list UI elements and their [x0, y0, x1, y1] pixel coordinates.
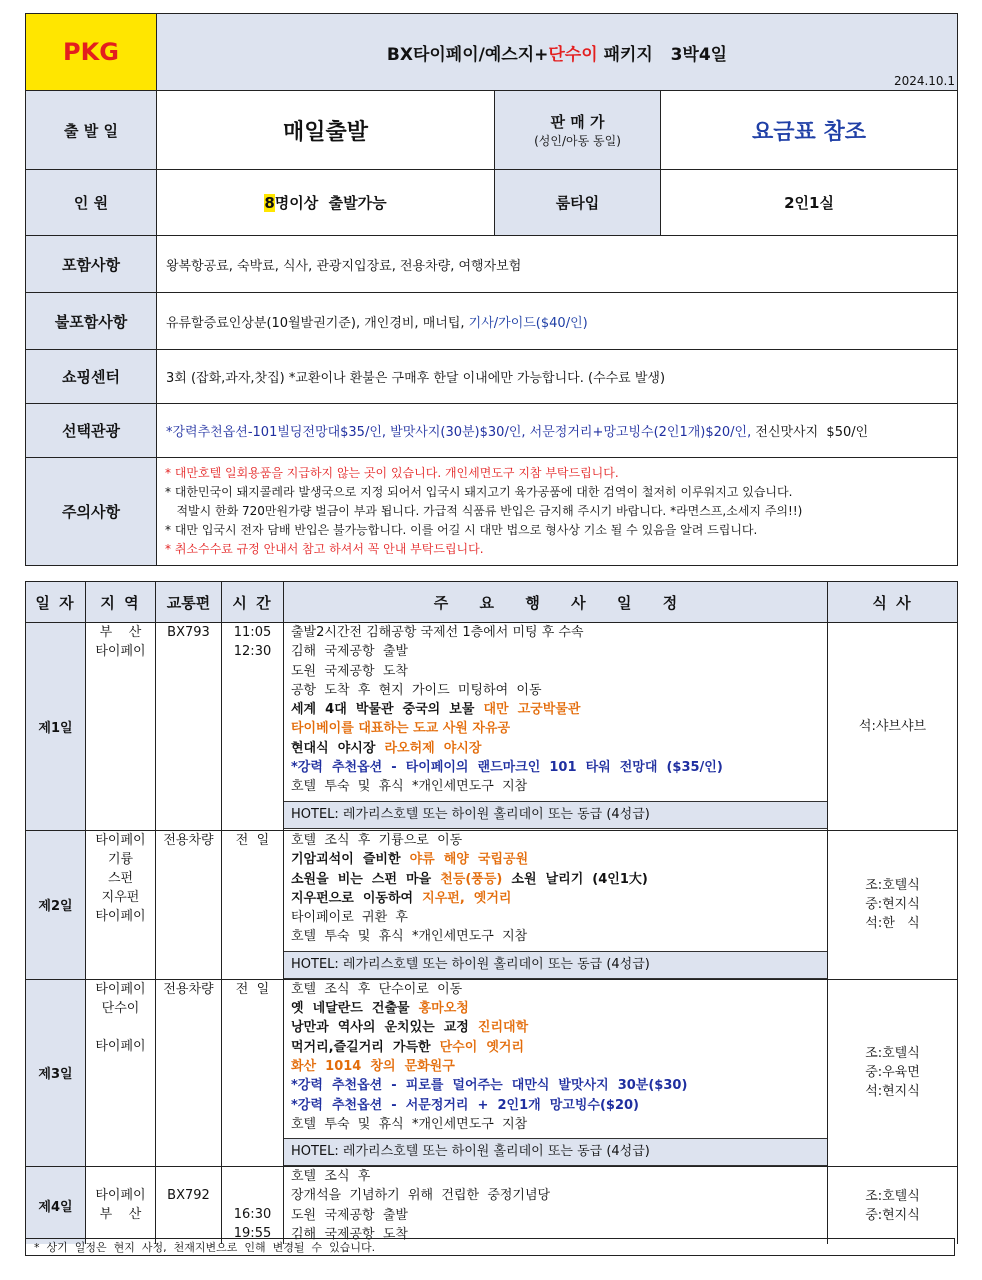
schedule-text: 낭만과 역사의 운치있는 교정: [291, 1020, 478, 1036]
schedule-text: 지우펀, 옛거리: [422, 890, 512, 906]
day-label: 제4일: [26, 1167, 86, 1245]
meal-item: 중:현지식: [865, 897, 920, 913]
itinerary-table: [25, 581, 958, 1244]
schedule-line: [291, 777, 827, 796]
schedule-text: 라오허제 야시장: [384, 740, 482, 756]
schedule-line: [291, 623, 827, 642]
schedule-text: 김해 국제공항 도착: [291, 1227, 408, 1243]
note-5: * 취소수수료 규정 안내서 참고 하셔서 꼭 안내 부탁드립니다.: [165, 542, 484, 556]
region-name: 타이페이: [95, 981, 146, 997]
schedule-text: 화산 1014 창의 문화원구: [291, 1058, 455, 1074]
package-title: [157, 14, 958, 91]
note-4: * 대만 입국시 전자 담배 반입은 불가능합니다. 이를 어길 시 대만 법으로 형사상 기소 될 수 있음을 알려 드립니다.: [165, 523, 758, 537]
itinerary-row: [26, 1167, 958, 1245]
schedule-line: [291, 1167, 827, 1186]
transport-value: BX793: [167, 625, 210, 640]
schedule-text: 타이페이로 귀환 후: [291, 910, 408, 926]
shopping-value: 3회 (잡화,과자,찻집) *교환이나 환불은 구매후 한달 이내에만 가능합니다. (수수료 발생): [157, 350, 958, 404]
day-schedule: [284, 623, 828, 831]
schedule-text: 호텔 투숙 및 휴식 *개인세면도구 지참: [291, 1116, 528, 1132]
people-min: 8: [264, 194, 275, 212]
included-label: 포함사항: [26, 236, 157, 293]
day-transport: [156, 979, 222, 1166]
schedule-text: 김해 국제공항 출발: [291, 644, 408, 660]
departure-value: 매일출발: [157, 91, 495, 170]
schedule-text: 옛 네달란드 건출물: [291, 1001, 419, 1017]
excluded-label: 불포함사항: [26, 293, 157, 350]
schedule-line: [291, 999, 827, 1018]
schedule-line: [291, 642, 827, 661]
schedule-line: [291, 870, 827, 889]
day-transport: [156, 831, 222, 980]
schedule-text: 도원 국제공항 출발: [291, 1207, 408, 1223]
time-value: 11:05: [233, 625, 272, 640]
schedule-text: 진리대학: [477, 1020, 529, 1036]
notes-cell: [157, 458, 958, 566]
schedule-text: 호텔 투숙 및 휴식 *개인세면도구 지참: [291, 929, 528, 945]
schedule-line: [291, 1057, 827, 1076]
region-name: 타이페이: [95, 909, 146, 924]
schedule-text: 호텔 조식 후 단수이로 이동: [291, 981, 463, 997]
itinerary-row: [26, 623, 958, 831]
price-sub: (성인/아동 동일): [534, 134, 621, 148]
people-label: 인 원: [26, 170, 157, 236]
pkg-badge: PKG: [26, 14, 157, 91]
notes-label: 주의사항: [26, 458, 157, 566]
meal-item: 중:현지식: [865, 1207, 920, 1223]
day-transport: [156, 1167, 222, 1245]
hotel-info: HOTEL: 레가리스호텔 또는 하이원 홀리데이 또는 동급 (4성급): [284, 951, 827, 979]
day-times: [222, 1167, 284, 1245]
day-times: [222, 623, 284, 831]
region-name: [86, 1167, 155, 1186]
day-meals: [828, 831, 958, 980]
col-time: 시 간: [222, 582, 284, 623]
schedule-text: 호텔 조식 후: [291, 1169, 371, 1185]
schedule-line: [291, 719, 827, 738]
day-schedule: [284, 979, 828, 1166]
options-recommended: *강력추천옵션-101빌딩전망대$35/인, 발맛사지(30분)$30/인, 서문정거리+망고빙수(2인1개)$20/인,: [166, 425, 752, 440]
region-name: 기륭: [107, 852, 134, 867]
meal-item: 조:호텔식: [865, 1046, 920, 1062]
time-value: [222, 1167, 283, 1186]
itinerary-body: [26, 623, 958, 1245]
itinerary-row: [26, 831, 958, 980]
schedule-text: 먹거리,즐길거리 가득한: [291, 1039, 440, 1055]
time-value: 12:30: [233, 644, 272, 659]
schedule-line: [291, 1206, 827, 1225]
title-post: 패키지 3박4일: [597, 44, 728, 65]
schedule-line: [291, 1018, 827, 1037]
region-name: [86, 1018, 155, 1037]
schedule-line: [291, 831, 827, 850]
day-region: [86, 1167, 156, 1245]
day-region: [86, 979, 156, 1166]
note-2: * 대한민국이 돼지콜레라 발생국으로 지정 되어서 입국시 돼지고기 육가공품에 대한 검역이 철저히 이루워지고 있습니다.: [165, 485, 793, 499]
people-value: 명이상 출발가능: [274, 194, 387, 212]
room-label: 룸타입: [495, 170, 661, 236]
schedule-text: *강력 추천옵션 - 서문정거리 + 2인1개 망고빙수($20): [291, 1097, 639, 1113]
meal-item: 석:샤브샤브: [858, 719, 927, 734]
shopping-label: 쇼핑센터: [26, 350, 157, 404]
transport-value: 전용차량: [163, 833, 214, 848]
schedule-line: [291, 681, 827, 700]
price-label-cell: [495, 91, 661, 170]
col-day: 일 자: [26, 582, 86, 623]
schedule-text: 출발2시간전 김해공항 국제선 1층에서 미팅 후 수속: [291, 625, 584, 640]
schedule-text: 도원 국제공항 도착: [291, 663, 408, 679]
itinerary-row: [26, 979, 958, 1166]
schedule-text: 대만 고궁박물관: [483, 702, 581, 718]
transport-value: 전용차량: [163, 981, 214, 997]
schedule-text: 천등(풍등): [440, 871, 503, 887]
included-value: 왕복항공료, 숙박료, 식사, 관광지입장료, 전용차량, 여행자보험: [157, 236, 958, 293]
transport-value: BX792: [167, 1188, 210, 1204]
departure-label: 출 발 일: [26, 91, 157, 170]
schedule-line: [291, 758, 827, 777]
meal-item: 석:한 식: [865, 916, 920, 932]
schedule-text: 기암괴석이 즐비한: [291, 852, 410, 868]
region-name: 부 산: [99, 625, 142, 640]
schedule-text: *강력 추천옵션 - 타이페이의 랜드마크인 101 타워 전망대 ($35/인): [291, 760, 723, 776]
excluded-cell: [157, 293, 958, 350]
schedule-text: 현대식 야시장: [291, 740, 385, 756]
schedule-text: *강력 추천옵션 - 피로를 덜어주는 대만식 발맛사지 30분($30): [291, 1078, 688, 1094]
day-label: 제2일: [26, 831, 86, 980]
region-name: 타이페이: [95, 644, 146, 659]
schedule-text: 지우펀으로 이동하여: [291, 890, 423, 906]
schedule-text: 소원 날리기 (4인1大): [502, 871, 648, 887]
region-name: 타이페이: [95, 1188, 146, 1204]
schedule-line: [291, 889, 827, 908]
schedule-line: [291, 700, 827, 719]
day-schedule: [284, 1167, 828, 1245]
region-name: 지우펀: [101, 890, 140, 905]
schedule-line: [291, 739, 827, 758]
schedule-line: [291, 1038, 827, 1057]
schedule-text: 홍마오청: [418, 1001, 469, 1017]
day-meals: [828, 623, 958, 831]
title-pre: BX타이페이/예스지+: [386, 44, 549, 65]
day-meals: [828, 1167, 958, 1245]
time-value: [222, 1186, 283, 1205]
schedule-line: [291, 1115, 827, 1134]
schedule-line: [291, 1186, 827, 1205]
schedule-line: [291, 980, 827, 999]
hotel-info: HOTEL: 레가리스호텔 또는 하이원 홀리데이 또는 동급 (4성급): [284, 801, 827, 829]
schedule-line: [291, 927, 827, 946]
meal-item: 조:호텔식: [865, 878, 920, 894]
schedule-text: 야류 해양 국립공원: [409, 852, 529, 868]
day-times: [222, 831, 284, 980]
footnote: * 상기 일정은 현지 사정, 천재지변으로 인해 변경될 수 있습니다.: [25, 1238, 955, 1256]
schedule-text: 장개석을 기념하기 위해 건립한 중정기념당: [291, 1188, 551, 1204]
schedule-text: 타이베이를 대표하는 도교 사원 자유공: [291, 721, 511, 737]
schedule-line: [291, 908, 827, 927]
schedule-text: 호텔 조식 후 기륭으로 이동: [291, 833, 463, 848]
time-value: 전 일: [235, 833, 270, 848]
day-schedule: [284, 831, 828, 980]
region-name: 스펀: [107, 871, 134, 886]
day-label: 제1일: [26, 623, 86, 831]
day-times: [222, 979, 284, 1166]
time-value: 19:55: [233, 1226, 272, 1242]
issue-date: 2024.10.1: [893, 74, 956, 88]
col-schedule: 주 요 행 사 일 정: [284, 582, 828, 623]
region-name: 타이페이: [95, 833, 146, 848]
day-region: [86, 831, 156, 980]
col-region: 지 역: [86, 582, 156, 623]
title-red: 단수이: [548, 44, 598, 65]
col-transport: 교통편: [156, 582, 222, 623]
options-cell: [157, 404, 958, 458]
note-3: 적발시 한화 720만원가량 벌금이 부과 됩니다. 가급적 식품류 반입은 금지해 주시기 바랍니다. *라면스프,소세지 주의!!): [165, 504, 803, 518]
schedule-line: [291, 1076, 827, 1095]
options-label: 선택관광: [26, 404, 157, 458]
day-meals: [828, 979, 958, 1166]
schedule-line: [291, 1096, 827, 1115]
time-value: 전 일: [235, 981, 270, 997]
meal-item: 석:현지식: [865, 1084, 920, 1100]
people-value-cell: [157, 170, 495, 236]
note-1: * 대만호텔 일회용품을 지급하지 않는 곳이 있습니다. 개인세면도구 지참 부탁드립니다.: [165, 466, 619, 480]
package-summary-table: [25, 13, 958, 566]
time-value: 16:30: [233, 1207, 272, 1223]
region-name: 부 산: [99, 1207, 142, 1223]
excluded-value: 유류할증료인상분(10월발권기준), 개인경비, 매너팁,: [166, 315, 469, 331]
options-other: 전신맛사지 $50/인: [751, 425, 869, 440]
schedule-line: [291, 662, 827, 681]
hotel-info: HOTEL: 레가리스호텔 또는 하이원 홀리데이 또는 동급 (4성급): [284, 1138, 827, 1166]
schedule-text: 호텔 투숙 및 휴식 *개인세면도구 지참: [291, 779, 528, 795]
schedule-text: 세계 4대 박물관 중국의 보물: [291, 702, 484, 718]
schedule-text: 단수이 옛거리: [439, 1039, 525, 1055]
meal-item: 중:우육면: [865, 1065, 920, 1081]
day-label: 제3일: [26, 979, 86, 1166]
schedule-text: 공항 도착 후 현지 가이드 미팅하여 이동: [291, 682, 542, 698]
room-value: 2인1실: [661, 170, 958, 236]
col-meals: 식 사: [828, 582, 958, 623]
day-region: [86, 623, 156, 831]
schedule-line: [291, 850, 827, 869]
meal-item: 조:호텔식: [865, 1188, 920, 1204]
region-name: 타이페이: [95, 1038, 146, 1054]
price-label: 판 매 가: [550, 113, 605, 131]
schedule-text: 소원을 비는 스펀 마을: [291, 871, 441, 887]
day-transport: [156, 623, 222, 831]
region-name: 단수이: [101, 1000, 140, 1016]
excluded-guide-tip: 기사/가이드($40/인): [468, 315, 588, 331]
price-value: 요금표 참조: [661, 91, 958, 170]
